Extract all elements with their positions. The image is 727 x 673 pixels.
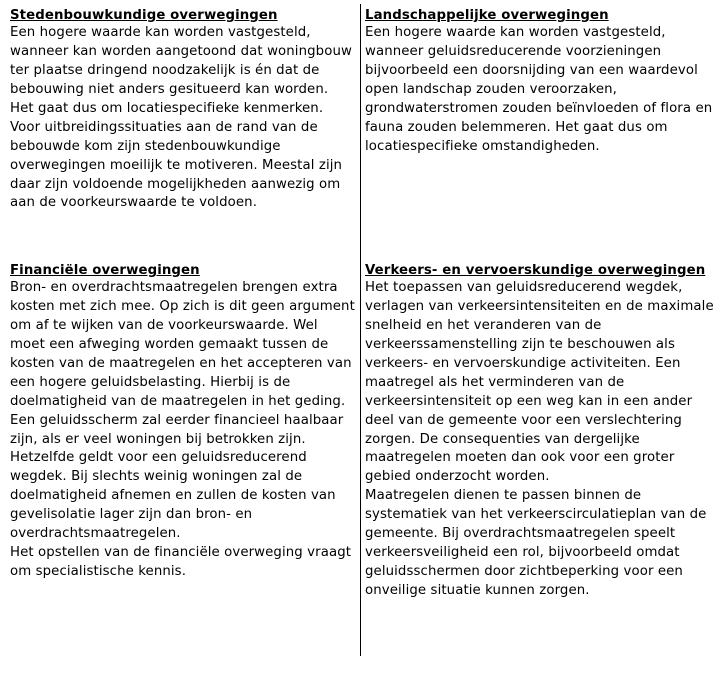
section-body: Een hogere waarde kan worden vastgesteld, wanneer geluidsreducerende voorzieningen bijvoorbeeld een doorsnijding van een waardevol open landschap zouden veroorzaken, grondwaterstromen zouden beïnvloeden of flora en fauna zouden belemmeren. Het gaat dus om locatiespecifieke omstandigheden. — [365, 25, 713, 154]
section-title: Financiële overwegingen — [10, 263, 200, 278]
section-title: Stedenbouwkundige overwegingen — [10, 8, 278, 23]
section-financieel — [10, 262, 356, 582]
section-verkeerskundig — [365, 262, 720, 601]
section-body: Het toepassen van geluidsreducerend wegdek, verlagen van verkeersintensiteiten en de maximale snelheid en het veranderen van de verkeerssamenstelling zijn te beschouwen als verkeers- en vervoerskundige activiteiten. Een maatregel als het verminderen van de verkeersintensiteit op een weg kan in een ander deel van de gemeente voor een verslechtering zorgen. De consequenties van dergelijke maatregelen moeten dan ook voor een groter gebied onderzocht worden. — [365, 280, 714, 485]
section-stedenbouwkundig — [10, 7, 356, 213]
section-title: Landschappelijke overwegingen — [365, 8, 609, 23]
section-body: Een hogere waarde kan worden vastgesteld, wanneer kan worden aangetoond dat woningbouw ter plaatse dringend noodzakelijk is én dat de bebouwing niet anders gesitueerd kan worden. Het gaat dus om locatiespecifieke kenmerken. Voor uitbreidingssituaties aan de rand van de bebouwde kom zijn stedenbouwkundige overwegingen moeilijk te motiveren. Meestal zijn daar zijn voldoende mogelijkheden aanwezig om aan de voorkeurswaarde te voldoen. — [10, 25, 352, 211]
section-title: Verkeers- en vervoerskundige overwegingen — [365, 263, 706, 278]
section-body: Bron- en overdrachtsmaatregelen brengen extra kosten met zich mee. Op zich is dit geen argument om af te wijken van de voorkeurswaarde. Wel moet een afweging worden gemaakt tussen de kosten van de maatregelen en het accepteren van een hogere geluidsbelasting. Hierbij is de doelmatigheid van de maatregelen in het geding. Een geluidsscherm zal eerder financieel haalbaar zijn, als er veel woningen bij betrokken zijn. Hetzelfde geldt voor een geluidsreducerend wegdek. Bij slechts weinig woningen zal de doelmatigheid afnemen en zullen de kosten van gevelisolatie lager zijn dan bron- en overdrachtsmaatregelen. — [10, 280, 355, 542]
section-landschappelijk — [365, 7, 720, 157]
section-body-continued: Het opstellen van de financiële overweging vraagt om specialistische kennis. — [10, 544, 352, 579]
column-divider — [360, 4, 361, 656]
section-body-continued: Maatregelen dienen te passen binnen de systematiek van het verkeerscirculatieplan van de gemeente. Bij overdrachtsmaatregelen speelt verkeersveiligheid een rol, bijvoorbeeld omdat geluidsschermen door zichtbeperking voor een onveilige situatie kunnen zorgen. — [365, 488, 707, 598]
